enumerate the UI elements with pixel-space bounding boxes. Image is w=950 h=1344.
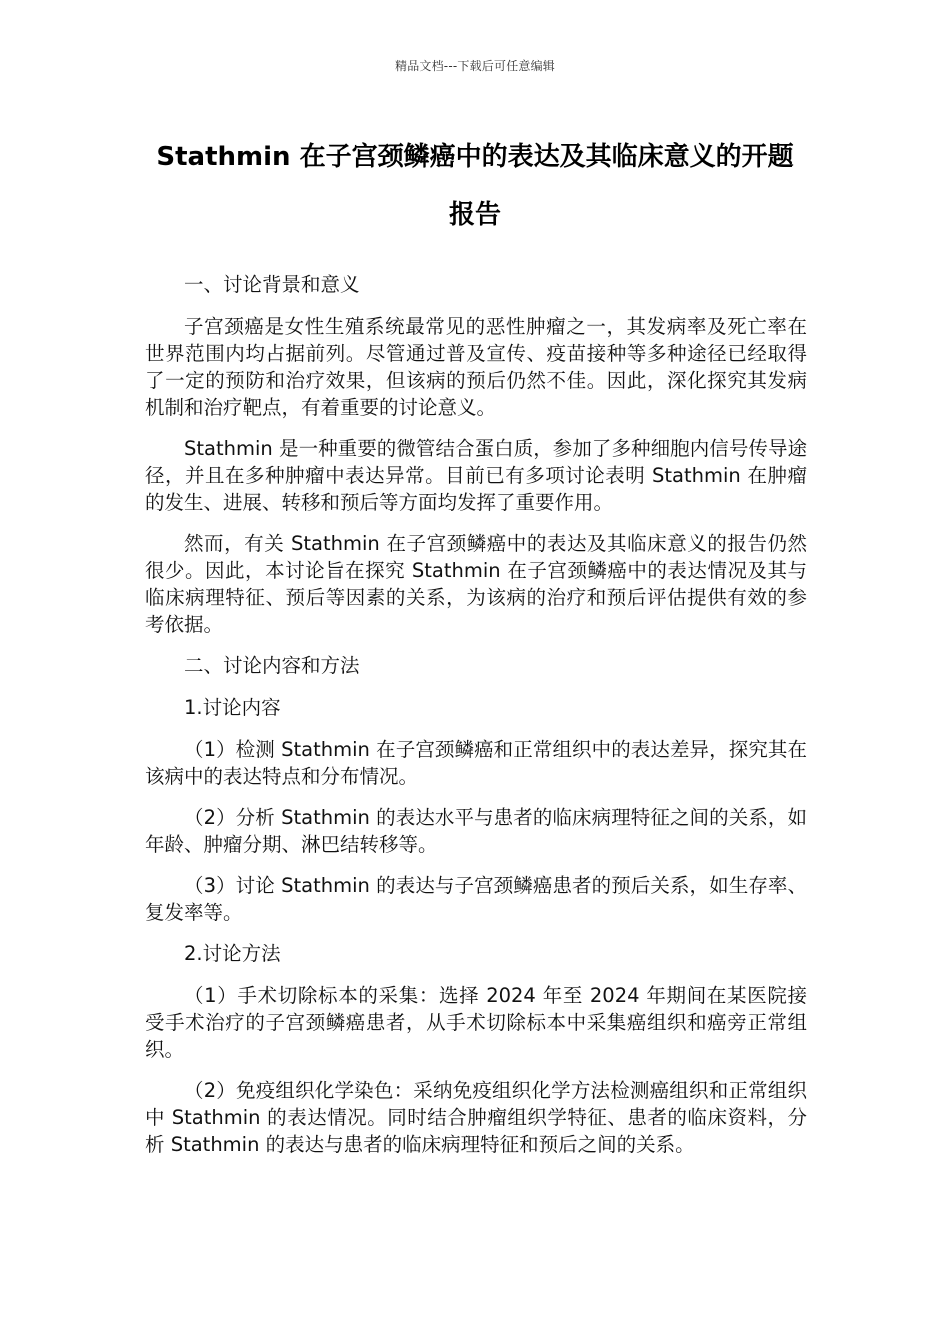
document-body bbox=[145, 271, 807, 1172]
section-heading-methods: 二、讨论内容和方法 bbox=[184, 654, 360, 677]
content-item-3: （3）讨论 Stathmin 的表达与子宫颈鳞癌患者的预后关系，如生存率、复发率等。 bbox=[145, 874, 807, 924]
method-item-2: （2）免疫组织化学染色：采纳免疫组织化学方法检测癌组织和正常组织中 Stathmin 的表达情况。同时结合肿瘤组织学特征、患者的临床资料，分析 Stathmin 的表达与患者的临床病理特征和预后之间的关系。 bbox=[145, 1079, 807, 1156]
section-heading-background: 一、讨论背景和意义 bbox=[184, 273, 360, 296]
method-item-1: （1）手术切除标本的采集：选择 2024 年至 2024 年期间在某医院接受手术治疗的子宫颈鳞癌患者，从手术切除标本中采集癌组织和癌旁正常组织。 bbox=[145, 984, 807, 1061]
paragraph-background-3: 然而，有关 Stathmin 在子宫颈鳞癌中的表达及其临床意义的报告仍然很少。因此，本讨论旨在探究 Stathmin 在子宫颈鳞癌中的表达情况及其与临床病理特征、预后等因素的关系，为该病的治疗和预后评估提供有效的参考依据。 bbox=[145, 532, 807, 636]
page-header-note: 精品文档---下载后可任意编辑 bbox=[395, 59, 555, 73]
subheading-content: 1.讨论内容 bbox=[184, 696, 281, 719]
subheading-methods: 2.讨论方法 bbox=[184, 942, 281, 965]
content-item-2: （2）分析 Stathmin 的表达水平与患者的临床病理特征之间的关系，如年龄、肿瘤分期、淋巴结转移等。 bbox=[145, 806, 807, 856]
paragraph-background-2: Stathmin 是一种重要的微管结合蛋白质，参加了多种细胞内信号传导途径，并且在多种肿瘤中表达异常。目前已有多项讨论表明 Stathmin 在肿瘤的发生、进展、转移和预后等方面均发挥了重要作用。 bbox=[145, 437, 807, 514]
content-item-1: （1）检测 Stathmin 在子宫颈鳞癌和正常组织中的表达差异，探究其在该病中的表达特点和分布情况。 bbox=[145, 738, 807, 788]
document-title: Stathmin 在子宫颈鳞癌中的表达及其临床意义的开题报告 bbox=[156, 142, 794, 230]
paragraph-background-1: 子宫颈癌是女性生殖系统最常见的恶性肿瘤之一，其发病率及死亡率在世界范围内均占据前列。尽管通过普及宣传、疫苗接种等多种途径已经取得了一定的预防和治疗效果，但该病的预后仍然不佳。因此，深化探究其发病机制和治疗靶点，有着重要的讨论意义。 bbox=[145, 315, 807, 419]
